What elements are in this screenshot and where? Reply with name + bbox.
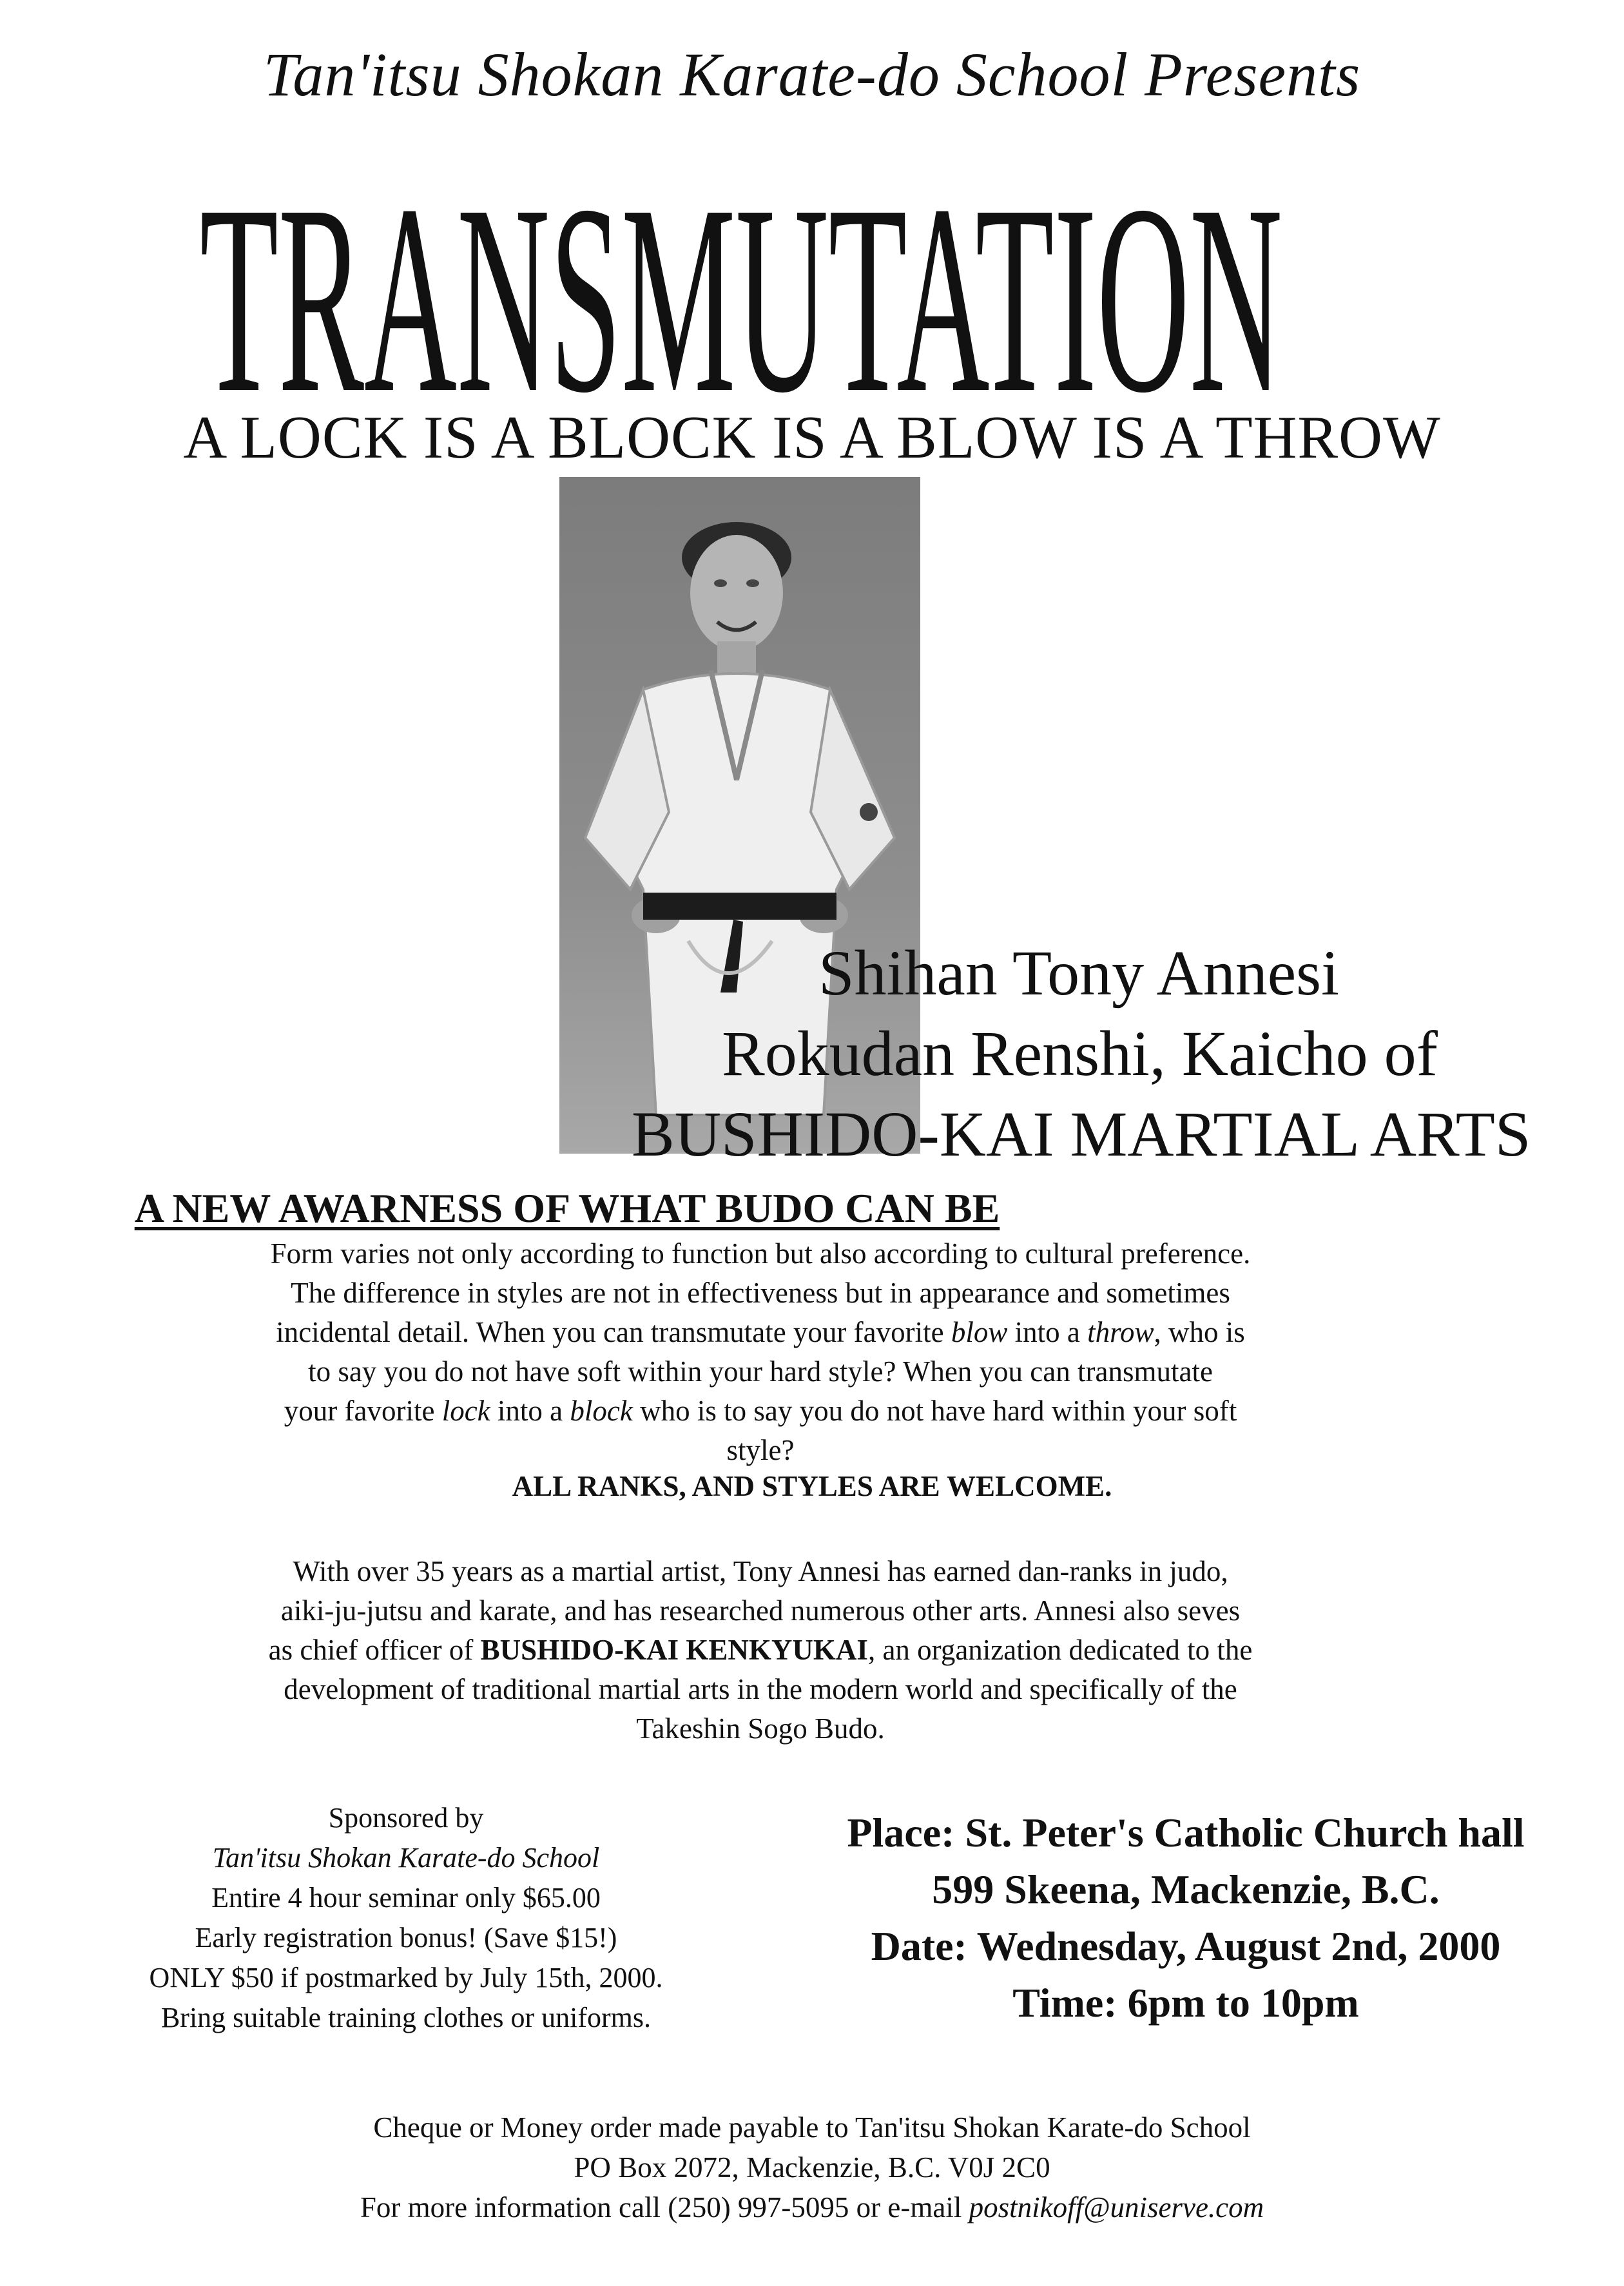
footer-info xyxy=(0,2187,1624,2227)
awareness-line: style? xyxy=(726,1434,795,1466)
sponsor-block xyxy=(52,1798,760,2038)
sponsor-price: Entire 4 hour seminar only $65.00 xyxy=(211,1882,601,1913)
text-span: into a xyxy=(490,1395,570,1427)
event-time: Time: 6pm to 10pm xyxy=(1012,1980,1359,2026)
text-span: incidental detail. When you can transmutate your favorite xyxy=(276,1316,951,1348)
text-span: your favorite xyxy=(284,1395,442,1427)
emphasis-block: block xyxy=(570,1395,633,1427)
presenter-line: Tan'itsu Shokan Karate-do School Presents xyxy=(263,40,1361,109)
awareness-line: The difference in styles are not in effectiveness but in appearance and sometimes xyxy=(291,1277,1230,1309)
footer-info-text: For more information call (250) 997-5095 or e-mail xyxy=(360,2191,969,2223)
awareness-line xyxy=(148,1391,1373,1431)
bio-line xyxy=(148,1631,1373,1670)
emphasis-blow: blow xyxy=(951,1316,1008,1348)
bio-organization: BUSHIDO-KAI KENKYUKAI xyxy=(480,1634,868,1666)
sponsor-school: Tan'itsu Shokan Karate-do School xyxy=(212,1842,600,1874)
event-details xyxy=(760,1805,1611,2031)
footer-po-box: PO Box 2072, Mackenzie, B.C. V0J 2C0 xyxy=(574,2151,1050,2184)
awareness-line: to say you do not have soft within your hard style? When you can transmutate xyxy=(308,1355,1213,1388)
subtitle: A LOCK IS A BLOCK IS A BLOW IS A THROW xyxy=(183,404,1441,471)
text-span: , an organization dedicated to the xyxy=(867,1634,1253,1666)
bio-paragraph xyxy=(148,1552,1373,1748)
instructor-organization: BUSHIDO-KAI MARTIAL ARTS xyxy=(632,1098,1531,1170)
awareness-line xyxy=(148,1313,1373,1352)
sponsor-label: Sponsored by xyxy=(328,1802,484,1834)
welcome-line: ALL RANKS, AND STYLES ARE WELCOME. xyxy=(512,1470,1112,1502)
main-title-svg xyxy=(187,132,1295,409)
text-span: into a xyxy=(1007,1316,1088,1348)
sponsor-discount: ONLY $50 if postmarked by July 15th, 2000. xyxy=(149,1962,663,1993)
text-span: as chief officer of xyxy=(268,1634,481,1666)
awareness-paragraph xyxy=(148,1234,1373,1470)
footer-payable: Cheque or Money order made payable to Tan'itsu Shokan Karate-do School xyxy=(373,2111,1251,2144)
awareness-heading: A NEW AWARNESS OF WHAT BUDO CAN BE xyxy=(134,1185,1000,1231)
emphasis-lock: lock xyxy=(441,1395,490,1427)
bio-line: Takeshin Sogo Budo. xyxy=(636,1712,885,1745)
emphasis-throw: throw xyxy=(1087,1316,1154,1348)
event-date: Date: Wednesday, August 2nd, 2000 xyxy=(871,1923,1501,1969)
main-title-text: TRANSMUTATION xyxy=(200,149,1282,409)
event-address: 599 Skeena, Mackenzie, B.C. xyxy=(932,1866,1440,1912)
event-place: Place: St. Peter's Catholic Church hall xyxy=(847,1810,1525,1855)
instructor-rank: Rokudan Renshi, Kaicho of xyxy=(722,1018,1438,1089)
bio-line: With over 35 years as a martial artist, Tony Annesi has earned dan-ranks in judo, xyxy=(293,1555,1228,1587)
bio-line: development of traditional martial arts in the modern world and specifically of the xyxy=(284,1673,1237,1705)
footer xyxy=(0,2107,1624,2227)
text-span: , who is xyxy=(1154,1316,1245,1348)
footer-email: postnikoff@uniserve.com xyxy=(969,2191,1264,2223)
text-span: who is to say you do not have hard within your soft xyxy=(632,1395,1237,1427)
instructor-name: Shihan Tony Annesi xyxy=(818,937,1339,1009)
main-title xyxy=(187,132,1295,409)
sponsor-clothes: Bring suitable training clothes or uniforms. xyxy=(160,2002,652,2033)
bio-line: aiki-ju-jutsu and karate, and has researched numerous other arts. Annesi also seves xyxy=(280,1594,1241,1627)
awareness-line: Form varies not only according to function but also according to cultural preference. xyxy=(270,1237,1251,1270)
sponsor-early-bonus: Early registration bonus! (Save $15!) xyxy=(195,1922,617,1953)
